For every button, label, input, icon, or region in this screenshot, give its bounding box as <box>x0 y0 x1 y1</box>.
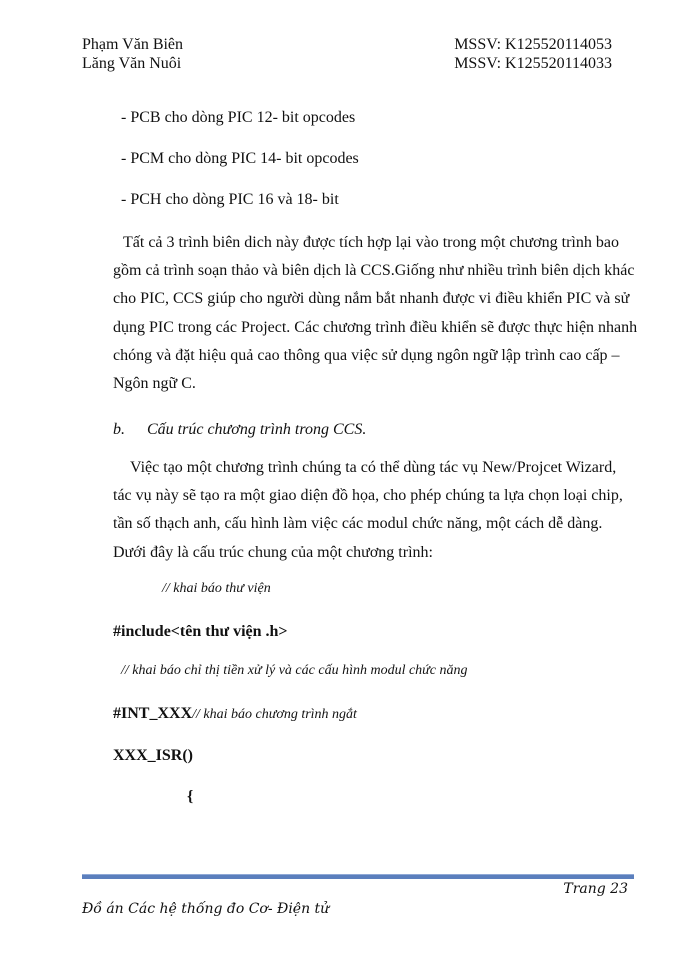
paragraph-line: Việc tạo một chương trình chúng ta có thể dùng tác vụ New/Projcet Wizard, <box>130 459 617 476</box>
page-number: Trang 23 <box>563 881 628 897</box>
code-interrupt-line <box>113 704 357 725</box>
paragraph-line: chóng và đặt hiệu quả cao thông qua việc sử dụng ngôn ngữ lập trình cao cấp – <box>113 347 620 364</box>
bullet-item: - PCM cho dòng PIC 14- bit opcodes <box>121 150 359 167</box>
bullet-item: - PCB cho dòng PIC 12- bit opcodes <box>121 109 356 126</box>
code-int-directive: #INT_XXX <box>113 705 193 722</box>
paragraph-line: Dưới đây là cấu trúc chung của một chương trình: <box>113 544 433 561</box>
author-1: Phạm Văn Biên <box>82 36 184 53</box>
code-comment: // khai báo chỉ thị tiền xử lý và các cấu hình modul chức năng <box>121 663 468 678</box>
section-heading: Cấu trúc chương trình trong CCS. <box>147 421 367 438</box>
footer-divider <box>82 874 634 879</box>
code-comment: // khai báo chương trình ngắt <box>192 707 357 722</box>
footer-title: Đồ án Các hệ thống đo Cơ- Điện tử <box>82 901 330 917</box>
section-number: b. <box>113 421 125 438</box>
code-isr: XXX_ISR() <box>113 747 193 764</box>
paragraph-line: Tất cả 3 trình biên dich này được tích hợp lại vào trong một chương trình bao <box>123 234 619 251</box>
paragraph-line: cho PIC, CCS giúp cho người dùng nắm bắt nhanh được vi điều khiển PIC và sử <box>113 290 630 307</box>
bullet-item: - PCH cho dòng PIC 16 và 18- bit <box>121 191 339 208</box>
student-id-2: MSSV: K125520114033 <box>454 55 612 72</box>
paragraph-line: Ngôn ngữ C. <box>113 375 196 392</box>
paragraph-line: gồm cả trình soạn thảo và biên dịch là CCS.Giống như nhiều trình biên dịch khác <box>113 262 635 279</box>
student-id-1: MSSV: K125520114053 <box>454 36 612 53</box>
paragraph-line: tần số thạch anh, cấu hình làm việc các modul chức năng, một cách dễ dàng. <box>113 515 603 532</box>
paragraph-line: tác vụ này sẽ tạo ra một giao diện đồ họa, cho phép chúng ta lựa chọn loại chip, <box>113 487 623 504</box>
code-comment: // khai báo thư viện <box>162 581 271 596</box>
paragraph-line: dụng PIC trong các Project. Các chương trình điều khiển sẽ được thực hiện nhanh <box>113 319 638 336</box>
code-include: #include<tên thư viện .h> <box>113 623 288 640</box>
code-brace: { <box>187 788 194 805</box>
author-2: Lăng Văn Nuôi <box>82 55 182 72</box>
